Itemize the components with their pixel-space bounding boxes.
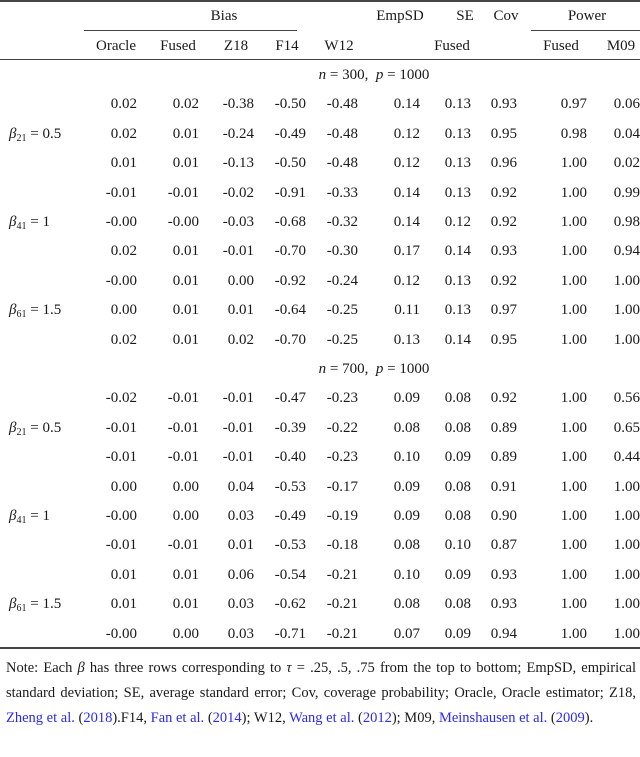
table-cell: 0.14 — [393, 214, 420, 230]
table-cell: 0.12 — [393, 155, 420, 172]
table-cell: 0.09 — [393, 478, 420, 495]
table-cell: -0.00 — [105, 272, 137, 289]
row-group-label — [9, 419, 61, 442]
table-cell: 0.13 — [393, 331, 420, 348]
table-cell: 0.01 — [110, 566, 137, 583]
table-cell: 0.08 — [444, 419, 471, 436]
citation-zheng-year-link[interactable]: 2018 — [83, 710, 113, 726]
table-cell: -0.38 — [222, 96, 254, 113]
table-cell: -0.01 — [222, 419, 254, 436]
table-cell: -0.25 — [326, 302, 358, 319]
table-cell: 0.09 — [393, 390, 420, 407]
beta-symbol: β — [9, 302, 17, 319]
table-cell: 0.02 — [110, 331, 137, 348]
table-cell: -0.00 — [167, 214, 199, 230]
table-cell: 1.00 — [613, 596, 640, 613]
table-cell: 0.92 — [490, 272, 517, 289]
section-title — [319, 360, 430, 378]
beta-subscript: 21 — [16, 132, 27, 144]
section-p-symbol: p — [375, 67, 384, 83]
header-rule — [0, 59, 640, 60]
note-part5: ; M09, — [396, 710, 439, 726]
table-cell: 0.90 — [490, 508, 517, 524]
subheader-m09: M09 — [606, 38, 636, 54]
table-cell: -0.48 — [326, 155, 358, 172]
table-cell: -0.23 — [326, 390, 358, 407]
table-cell: 0.11 — [394, 302, 420, 319]
table-cell: 0.13 — [444, 155, 471, 172]
table-cell: 1.00 — [613, 331, 640, 348]
citation-fan-year-link[interactable]: 2014 — [212, 710, 242, 726]
citation-meinshausen-link[interactable]: Meinshausen et al. — [438, 710, 548, 726]
table-cell: -0.53 — [274, 537, 306, 554]
subheader-fused: Fused — [160, 38, 196, 54]
table-cell: 0.65 — [613, 419, 640, 436]
table-cell: 0.09 — [393, 508, 420, 524]
table-cell: 0.14 — [444, 331, 471, 348]
beta-symbol: β — [9, 419, 17, 436]
table-cell: 0.01 — [172, 596, 199, 613]
table-cell: 1.00 — [560, 331, 587, 348]
table-cell: -0.48 — [326, 125, 358, 142]
table-cell: -0.01 — [167, 390, 199, 407]
table-cell: -0.00 — [105, 625, 137, 642]
row-group-label — [9, 301, 61, 324]
table-cell: -0.71 — [274, 625, 306, 642]
table-cell: -0.40 — [274, 449, 306, 466]
table-cell: 0.14 — [393, 96, 420, 113]
table-note: Note: Each β has three rows corresponding to τ = .25, .5, .75 from the top to bottom; EmpSD, empirical standard deviation; SE, average standard error; Cov, coverage probability; Oracle, Oracle estimator; Z18, Zheng et al. (2018).F14, Fan et al. (2014); W12, Wang et al. (2012); M09, Meinshausen et al. (2009). — [6, 660, 637, 726]
note-part6: . — [589, 710, 594, 726]
table-cell: 0.93 — [490, 243, 517, 260]
table-cell: 0.02 — [110, 96, 137, 113]
table-cell: 0.95 — [490, 331, 517, 348]
table-cell: 1.00 — [560, 155, 587, 172]
table-cell: 0.01 — [227, 537, 254, 554]
table-cell: 0.10 — [393, 566, 420, 583]
table-cell: 0.07 — [393, 625, 420, 642]
table-cell: 1.00 — [560, 390, 587, 407]
table-cell: 1.00 — [613, 625, 640, 642]
beta-subscript: 21 — [16, 426, 27, 438]
table-cell: 0.97 — [560, 96, 587, 113]
table-cell: 0.13 — [444, 184, 471, 201]
table-cell: -0.01 — [105, 419, 137, 436]
table-cell: -0.70 — [274, 243, 306, 260]
table-cell: 0.17 — [393, 243, 420, 260]
table-cell: 0.13 — [444, 96, 471, 113]
table-cell: -0.01 — [105, 449, 137, 466]
note-beta-symbol: β — [77, 660, 85, 676]
table-cell: 0.01 — [172, 331, 199, 348]
note-part2: = .25, .5, .75 from the top to bottom; EmpSD, empirical standard deviation; SE, average standard error; Cov, coverage probability; Oracle, Oracle estimator; Z18, — [6, 660, 637, 701]
table-cell: -0.02 — [105, 390, 137, 407]
table-cell: 0.02 — [227, 331, 254, 348]
table-cell: 0.08 — [393, 596, 420, 613]
table-cell: -0.24 — [222, 125, 254, 142]
table-cell: 0.97 — [490, 302, 517, 319]
table-cell: -0.70 — [274, 331, 306, 348]
note-part4: ; W12, — [246, 710, 290, 726]
table-cell: 0.08 — [444, 508, 471, 524]
table-cell: 0.09 — [444, 566, 471, 583]
table-cell: 1.00 — [560, 449, 587, 466]
table-cell: -0.49 — [274, 508, 306, 524]
section-n-value: = 700, — [326, 361, 376, 377]
table-cell: 1.00 — [560, 537, 587, 554]
subheader-fused-stats: Fused — [434, 38, 470, 54]
beta-value: = 1 — [26, 508, 50, 524]
table-cell: 0.08 — [444, 390, 471, 407]
table-cell: -0.03 — [222, 214, 254, 230]
header-empsd: EmpSD — [376, 8, 424, 24]
table-cell: 1.00 — [613, 302, 640, 319]
table-cell: 1.00 — [613, 537, 640, 554]
citation-wang-year-link[interactable]: 2012 — [362, 710, 392, 726]
table-cell: -0.01 — [167, 537, 199, 554]
table-cell: 0.03 — [227, 508, 254, 524]
beta-value: = 0.5 — [26, 419, 62, 436]
note-tau-symbol: τ — [286, 660, 292, 676]
section-p-value: = 1000 — [383, 67, 430, 83]
table-cell: 0.98 — [560, 125, 587, 142]
table-cell: 0.01 — [110, 596, 137, 613]
table-cell: -0.62 — [274, 596, 306, 613]
subheader-z18: Z18 — [223, 38, 249, 54]
table-cell: 0.08 — [444, 478, 471, 495]
table-cell: -0.50 — [274, 155, 306, 172]
table-cell: -0.50 — [274, 96, 306, 113]
table-cell: 0.98 — [613, 214, 640, 230]
header-bias: Bias — [210, 8, 238, 24]
beta-value: = 0.5 — [26, 125, 62, 142]
table-cell: -0.92 — [274, 272, 306, 289]
table-cell: 1.00 — [560, 419, 587, 436]
table-cell: -0.01 — [222, 243, 254, 260]
beta-subscript: 61 — [16, 603, 27, 615]
table-cell: 1.00 — [560, 243, 587, 260]
table-cell: 0.00 — [172, 478, 199, 495]
table-cell: 0.87 — [490, 537, 517, 554]
table-cell: 0.93 — [490, 596, 517, 613]
beta-symbol: β — [9, 596, 17, 613]
table-cell: -0.91 — [274, 184, 306, 201]
table-cell: 0.56 — [613, 390, 640, 407]
table-cell: 1.00 — [613, 272, 640, 289]
table-cell: 0.04 — [613, 125, 640, 142]
table-cell: 1.00 — [560, 596, 587, 613]
table-cell: 1.00 — [613, 566, 640, 583]
table-cell: -0.00 — [105, 508, 137, 524]
table-cell: -0.32 — [326, 214, 358, 230]
table-cell: 1.00 — [613, 478, 640, 495]
beta-subscript: 61 — [16, 309, 27, 321]
row-group-label — [9, 125, 61, 148]
table-cell: 0.01 — [172, 125, 199, 142]
table-cell: 1.00 — [560, 508, 587, 524]
table-cell: -0.68 — [274, 214, 306, 230]
row-group-label — [9, 507, 50, 530]
beta-symbol: β — [9, 125, 17, 142]
beta-symbol: β — [9, 214, 17, 230]
table-cell: 1.00 — [560, 214, 587, 230]
section-p-value: = 1000 — [383, 361, 430, 377]
table-cell: -0.47 — [274, 390, 306, 407]
table-cell: 0.01 — [110, 155, 137, 172]
beta-value: = 1 — [26, 214, 50, 230]
table-cell: -0.21 — [326, 596, 358, 613]
table-cell: -0.30 — [326, 243, 358, 260]
section-n-symbol: n — [318, 361, 327, 377]
table-cell: 0.94 — [613, 243, 640, 260]
note-part3: .F14, — [117, 710, 151, 726]
table-cell: 0.99 — [613, 184, 640, 201]
table-cell: -0.49 — [274, 125, 306, 142]
table-cell: 0.44 — [613, 449, 640, 466]
table-cell: 0.92 — [490, 390, 517, 407]
table-cell: 0.08 — [393, 419, 420, 436]
table-cell: 0.02 — [110, 125, 137, 142]
table-cell: 0.09 — [444, 449, 471, 466]
table-cell: 1.00 — [560, 184, 587, 201]
table-cell: 0.12 — [444, 214, 471, 230]
table-cell: 0.08 — [393, 537, 420, 554]
table-cell: 0.09 — [444, 625, 471, 642]
table-cell: -0.18 — [326, 537, 358, 554]
table-cell: 0.13 — [444, 125, 471, 142]
table-cell: -0.00 — [105, 214, 137, 230]
table-cell: 0.01 — [172, 272, 199, 289]
note-prefix: Note: Each — [6, 660, 78, 676]
row-group-label — [9, 213, 50, 236]
table-cell: -0.24 — [326, 272, 358, 289]
beta-value: = 1.5 — [26, 596, 62, 613]
section-n-value: = 300, — [326, 67, 376, 83]
table-cell: 0.00 — [110, 478, 137, 495]
table-cell: -0.19 — [326, 508, 358, 524]
table-cell: 0.12 — [393, 272, 420, 289]
table-cell: -0.39 — [274, 419, 306, 436]
table-cell: 0.01 — [172, 302, 199, 319]
table-cell: 0.00 — [227, 272, 254, 289]
table-cell: -0.25 — [326, 331, 358, 348]
table-cell: 0.92 — [490, 184, 517, 201]
table-cell: -0.64 — [274, 302, 306, 319]
table-cell: -0.01 — [167, 184, 199, 201]
table-cell: 0.06 — [613, 96, 640, 113]
table-cell: 1.00 — [560, 625, 587, 642]
table-cell: -0.21 — [326, 625, 358, 642]
table-cell: 0.02 — [110, 243, 137, 260]
table-cell: 0.08 — [444, 596, 471, 613]
citation-meinshausen-year-link[interactable]: 2009 — [555, 710, 585, 726]
beta-symbol: β — [9, 508, 17, 524]
table-cell: 0.00 — [110, 302, 137, 319]
table-cell: 1.00 — [613, 508, 640, 524]
subheader-oracle: Oracle — [96, 38, 136, 54]
table-cell: -0.01 — [222, 449, 254, 466]
table-cell: 0.02 — [172, 96, 199, 113]
subheader-f14: F14 — [275, 38, 299, 54]
table-cell: 0.14 — [393, 184, 420, 201]
table-cell: -0.02 — [222, 184, 254, 201]
table-cell: 1.00 — [560, 478, 587, 495]
table-cell: 0.03 — [227, 625, 254, 642]
table-cell: -0.48 — [326, 96, 358, 113]
table-cell: 1.00 — [560, 272, 587, 289]
table-cell: 0.13 — [444, 302, 471, 319]
table-cell: -0.33 — [326, 184, 358, 201]
table-cell: -0.23 — [326, 449, 358, 466]
table-cell: -0.21 — [326, 566, 358, 583]
table-cell: 0.10 — [393, 449, 420, 466]
table-cell: -0.01 — [105, 537, 137, 554]
table-cell: 0.10 — [444, 537, 471, 554]
table-cell: 0.92 — [490, 214, 517, 230]
table-cell: -0.22 — [326, 419, 358, 436]
table-cell: 0.95 — [490, 125, 517, 142]
table-cell: -0.01 — [167, 419, 199, 436]
table-cell: -0.01 — [105, 184, 137, 201]
table-cell: 0.93 — [490, 566, 517, 583]
power-cmidrule — [531, 30, 640, 31]
table-cell: 0.01 — [227, 302, 254, 319]
bias-cmidrule — [84, 30, 297, 31]
table-cell: 0.00 — [172, 508, 199, 524]
section-title — [319, 66, 430, 84]
row-group-label — [9, 595, 61, 618]
citation-zheng-link[interactable]: Zheng et al. — [6, 710, 75, 726]
bottom-rule — [0, 647, 640, 649]
table-cell: 1.00 — [560, 302, 587, 319]
header-cov: Cov — [493, 8, 519, 24]
beta-value: = 1.5 — [26, 302, 62, 319]
table-cell: 0.91 — [490, 478, 517, 495]
table-cell: 0.03 — [227, 596, 254, 613]
citation-wang-link[interactable]: Wang et al. — [289, 710, 355, 726]
table-cell: 0.89 — [490, 419, 517, 436]
table-cell: -0.01 — [167, 449, 199, 466]
section-n-symbol: n — [318, 67, 327, 83]
table-cell: -0.01 — [222, 390, 254, 407]
subheader-w12: W12 — [324, 38, 354, 54]
note-part1: has three rows corresponding to — [84, 660, 287, 676]
table-cell: 0.00 — [172, 625, 199, 642]
citation-fan-link[interactable]: Fan et al. — [150, 710, 205, 726]
beta-subscript: 41 — [16, 221, 27, 232]
table-cell: 0.06 — [227, 566, 254, 583]
table-cell: 0.01 — [172, 243, 199, 260]
table-cell: -0.17 — [326, 478, 358, 495]
table-cell: -0.13 — [222, 155, 254, 172]
table-cell: 0.14 — [444, 243, 471, 260]
table-cell: 0.12 — [393, 125, 420, 142]
top-rule — [0, 0, 640, 2]
table-cell: 0.01 — [172, 155, 199, 172]
table-cell: 0.96 — [490, 155, 517, 172]
table-cell: 0.04 — [227, 478, 254, 495]
table-cell: 0.01 — [172, 566, 199, 583]
table-cell: 1.00 — [560, 566, 587, 583]
beta-subscript: 41 — [16, 515, 27, 526]
table-cell: 0.13 — [444, 272, 471, 289]
table-cell: -0.54 — [274, 566, 306, 583]
header-power: Power — [567, 8, 607, 24]
section-p-symbol: p — [375, 361, 384, 377]
header-se: SE — [456, 8, 474, 24]
table-cell: 0.93 — [490, 96, 517, 113]
table-cell: 0.02 — [613, 155, 640, 172]
table-cell: 0.94 — [490, 625, 517, 642]
table-cell: 0.89 — [490, 449, 517, 466]
subheader-power-fused: Fused — [543, 38, 579, 54]
table-cell: -0.53 — [274, 478, 306, 495]
